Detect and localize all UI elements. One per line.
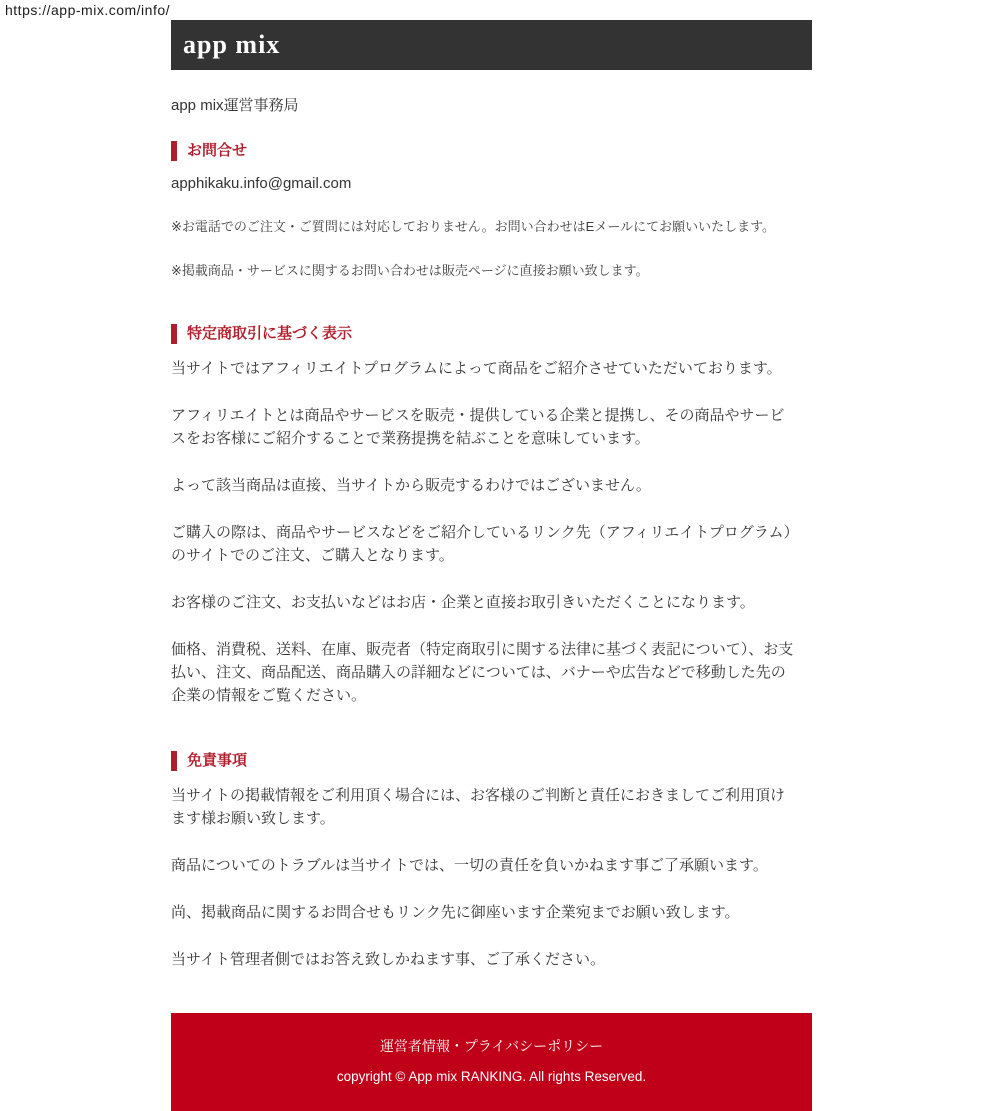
disclaimer-paragraph: 商品についてのトラブルは当サイトでは、一切の責任を負いかねます事ご了承願います。 [171,857,768,874]
site-title: app mix [183,30,281,59]
site-header [171,20,812,70]
contact-email: apphikaku.info@gmail.com [171,175,352,192]
commerce-paragraph: アフィリエイトとは商品やサービスを販売・提供している企業と提携し、その商品やサービスをお客様にご紹介することで業務提携を結ぶことを意味しています。 [171,407,785,447]
commerce-paragraph: ご購入の際は、商品やサービスなどをご紹介しているリンク先（アフィリエイトプログラム）のサイトでのご注文、ご購入となります。 [171,524,792,564]
disclaimer-paragraph: 当サイト管理者側ではお答え致しかねます事、ご了承ください。 [171,951,605,968]
page-url-caption: https://app-mix.com/info/ [5,2,171,18]
content-column [171,20,812,1111]
commerce-paragraph: 当サイトではアフィリエイトプログラムによって商品をご紹介させていただいております。 [171,360,782,377]
operator-name: app mix運営事務局 [171,97,299,114]
copyright-text: copyright © App mix RANKING. All rights Reserved. [336,1069,647,1084]
section-heading-disclaimer: 免責事項 [171,751,812,771]
contact-note-products: ※掲載商品・サービスに関するお問い合わせは販売ページに直接お願い致します。 [171,263,649,278]
site-footer [171,1013,812,1111]
contact-note-phone: ※お電話でのご注文・ご質問には対応しておりません。お問い合わせはEメールにてお願いいたします。 [171,219,776,234]
commerce-paragraph: よって該当商品は直接、当サイトから販売するわけではございません。 [171,477,651,494]
disclaimer-paragraph: 尚、掲載商品に関するお問合せもリンク先に御座います企業宛までお願い致します。 [171,904,740,921]
commerce-paragraph: 価格、消費税、送料、在庫、販売者（特定商取引に関する法律に基づく表記について）、お支払い、注文、商品配送、商品購入の詳細などについては、バナーや広告などで移動した先の企業の情報をご覧ください。 [171,641,794,704]
privacy-policy-link[interactable]: 運営者情報・プライバシーポリシー [379,1038,604,1054]
disclaimer-paragraph: 当サイトの掲載情報をご利用頂く場合には、お客様のご判断と責任におきましてご利用頂けます様お願い致します。 [171,787,785,827]
section-heading-commerce-disclosure: 特定商取引に基づく表示 [171,324,812,344]
section-heading-contact: お問合せ [171,141,812,161]
commerce-paragraph: お客様のご注文、お支払いなどはお店・企業と直接お取引きいただくことになります。 [171,594,755,611]
